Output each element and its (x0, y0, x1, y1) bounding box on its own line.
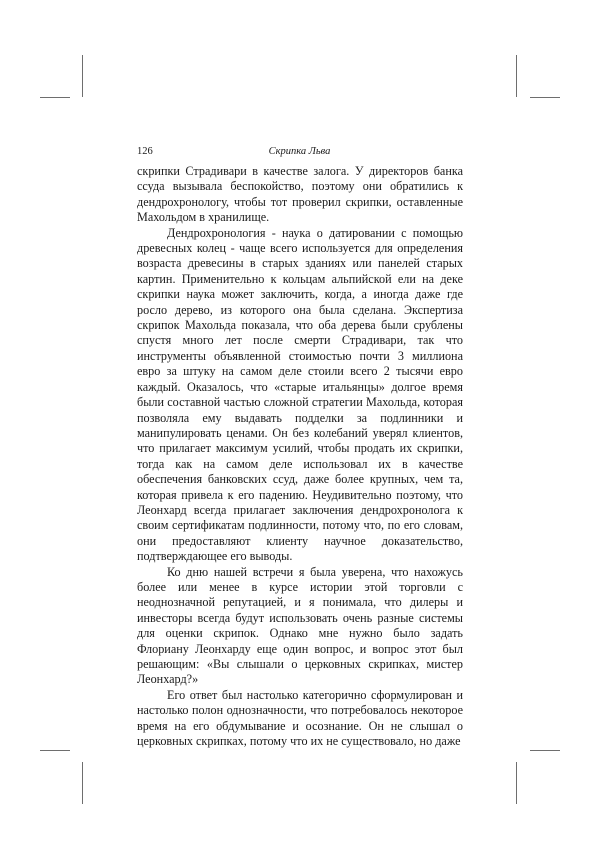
paragraph: Дендрохронология - наука о датировании с помощью древесных колец - чаще всего используется для определения возраста древесины в старых зданиях или панелей старых картин. Применительно к кольцам альпийской ели на деке скрипки наука может заключить, когда, а иногда даже где росло дерево, из которого она была сделана. Экспертиза скрипок Махольда показала, что оба дерева были срублены спустя много лет после смерти Страдивари, так что инструменты объявленной стоимостью почти 3 миллиона евро за штуку на самом деле стоили всего 2 тысячи евро каждый. Оказалось, что «старые итальянцы» долгое время были составной частью сложной стратегии Махольда, которая позволяла ему выдавать подделки за подлинники и манипулировать ценами. Он без колебаний уверял клиентов, что прилагает максимум усилий, чтобы продать их скрипки, тогда как на самом деле использовал их в качестве обеспечения банковских ссуд, даже более крупных, чем та, которая привела к его падению. Неудивительно поэтому, что Леонхард всегда прилагает заключения дендрохронолога к своим сертификатам подлинности, потому что, по его словам, они предоставляют клиенту научное доказательство, подтверждающее его выводы. (137, 225, 463, 564)
crop-mark-bottom-left-horizontal (40, 750, 70, 751)
paragraph: Его ответ был настолько категорично сформулирован и настолько полон однозначности, что потребовалось некоторое время на его обдумывание и осознание. Он не слышал о церковных скрипках, потому что их не существовало, но даже (137, 687, 463, 749)
crop-mark-bottom-right-horizontal (530, 750, 560, 751)
paragraph: Ко дню нашей встречи я была уверена, что нахожусь более или менее в курсе истории этой торговли с неоднозначной репутацией, и я понимала, что дилеры и инвесторы всегда будут использовать очень разные системы для оценки скрипок. Однако мне нужно было задать Флориану Леонхарду еще один вопрос, и вопрос этот был решающим: «Вы слышали о церковных скрипках, мистер Леонхард?» (137, 564, 463, 687)
crop-mark-top-left-horizontal (40, 97, 70, 98)
crop-mark-bottom-left-vertical (82, 762, 83, 804)
body-text (137, 164, 463, 749)
paragraph-continued: скрипки Страдивари в качестве залога. У директоров банка ссуда вызывала беспокойство, поэтому они обратились к дендрохронологу, чтобы тот проверил скрипки, оставленные Махольдом в хранилище. (137, 164, 463, 225)
crop-mark-top-right-vertical (516, 55, 517, 97)
running-title: Скрипка Льва (268, 146, 331, 157)
crop-mark-bottom-right-vertical (516, 762, 517, 804)
page-number: 126 (137, 146, 153, 157)
crop-mark-top-left-vertical (82, 55, 83, 97)
crop-mark-top-right-horizontal (530, 97, 560, 98)
page-header (137, 146, 462, 160)
